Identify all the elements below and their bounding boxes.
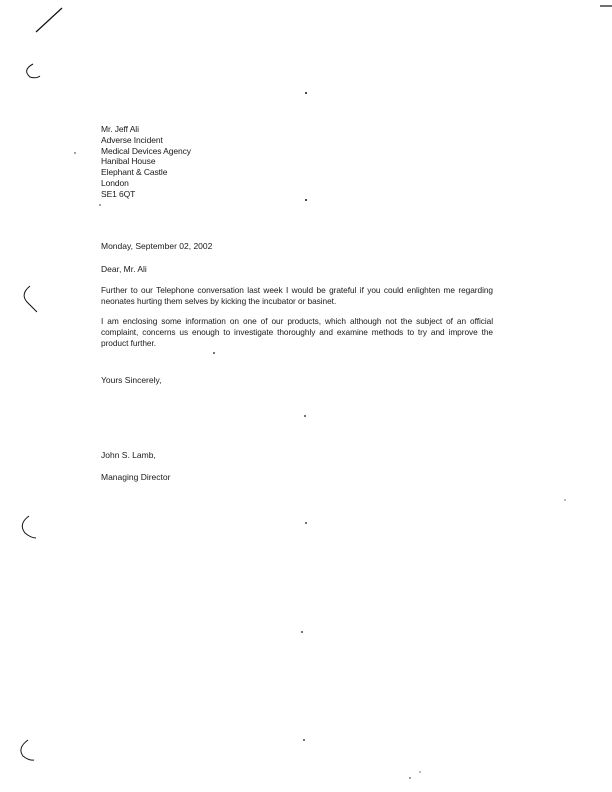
punch-hole-mark-4 — [21, 740, 34, 760]
recipient-building: Hanibal House — [101, 156, 156, 167]
punch-hole-mark-3 — [22, 516, 36, 538]
body-paragraph-2: I am enclosing some information on one of our products, which although not the subject of an official complaint, concerns us enough to investigate thoroughly and examine methods to try and improve the product further. — [101, 316, 493, 349]
punch-hole-mark-1 — [27, 64, 40, 78]
signer-title: Managing Director — [101, 472, 171, 482]
recipient-city: London — [101, 177, 129, 188]
body-paragraph-1: Further to our Telephone conversation last week I would be grateful if you could enlighten me regarding neonates hurting them selves by kicking the incubator or basinet. — [101, 285, 493, 307]
punch-hole-mark-2 — [24, 286, 37, 312]
recipient-department: Adverse Incident — [101, 134, 163, 145]
recipient-postcode: SE1 6QT — [101, 188, 136, 199]
recipient-address — [101, 124, 191, 200]
recipient-street: Elephant & Castle — [101, 167, 168, 178]
closing: Yours Sincerely, — [101, 375, 162, 385]
recipient-name: Mr. Jeff Ali — [101, 124, 139, 134]
pen-stroke-mark — [36, 8, 62, 32]
signer-name: John S. Lamb, — [101, 450, 156, 460]
salutation: Dear, Mr. Ali — [101, 264, 147, 274]
letter-date: Monday, September 02, 2002 — [101, 241, 213, 251]
recipient-organization: Medical Devices Agency — [101, 145, 191, 156]
